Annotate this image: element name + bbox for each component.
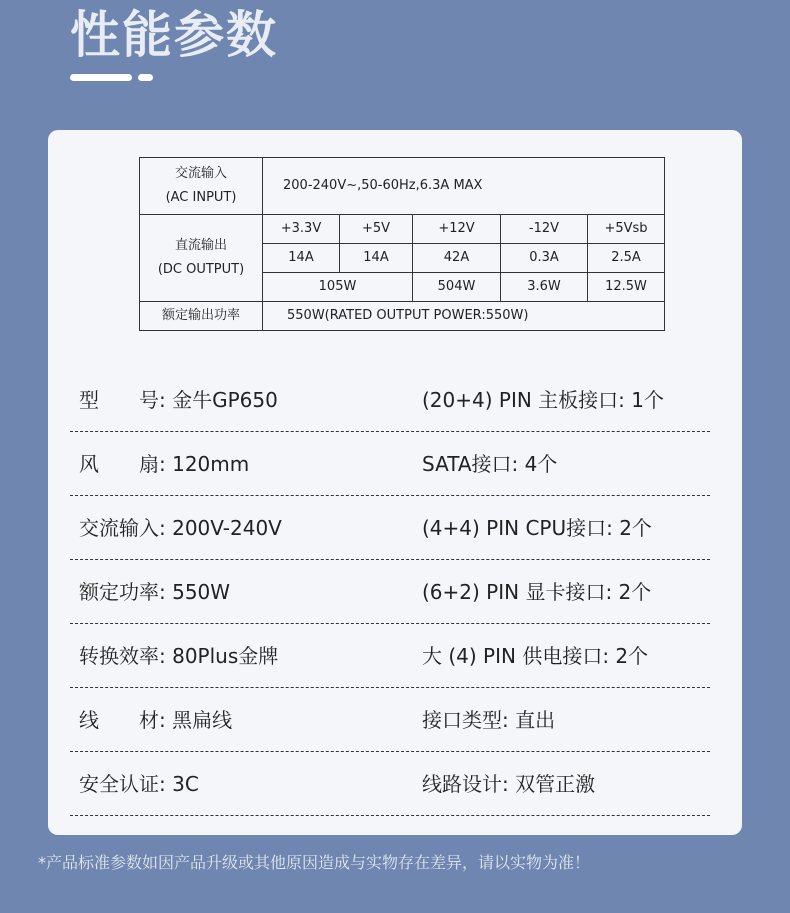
- rail-cell: +5V: [340, 215, 413, 244]
- spec-card: [48, 130, 742, 835]
- rail-cell: +12V: [413, 215, 501, 244]
- dc-output-label: [140, 215, 263, 302]
- current-cell: 0.3A: [501, 244, 588, 273]
- rail-cell: -12V: [501, 215, 588, 244]
- rail-cell: +3.3V: [263, 215, 340, 244]
- spec-row: [70, 559, 710, 624]
- spec-row: [70, 687, 710, 752]
- spec-molex-connector: 大 (4) PIN 供电接口: 2个: [422, 644, 649, 668]
- spec-row: [70, 623, 710, 688]
- title-underline: [70, 74, 132, 81]
- current-cell: 14A: [263, 244, 340, 273]
- power-cell: 105W: [263, 273, 413, 302]
- spec-rated-power: 额定功率: 550W: [79, 580, 231, 604]
- spec-row: [70, 367, 710, 432]
- spec-cable: 线 材: 黑扁线: [79, 708, 233, 732]
- rated-power-value: 550W(RATED OUTPUT POWER:550W): [263, 302, 665, 331]
- spec-certification: 安全认证: 3C: [79, 772, 199, 796]
- current-cell: 14A: [340, 244, 413, 273]
- spec-row: [70, 495, 710, 560]
- spec-connector-type: 接口类型: 直出: [422, 708, 556, 732]
- spec-sata-connector: SATA接口: 4个: [422, 452, 558, 476]
- title-underline-accent: [138, 74, 153, 81]
- power-cell: 504W: [413, 273, 501, 302]
- current-cell: 42A: [413, 244, 501, 273]
- spec-circuit-design: 线路设计: 双管正激: [422, 772, 596, 796]
- spec-efficiency: 转换效率: 80Plus金牌: [79, 644, 279, 668]
- rated-power-row: [140, 302, 665, 331]
- dc-output-label-cn: 直流输出: [174, 238, 227, 253]
- spec-model: 型 号: 金牛GP650: [79, 388, 278, 412]
- spec-row: [70, 751, 710, 816]
- ac-input-value: 200-240V~,50-60Hz,6.3A MAX: [263, 158, 665, 215]
- ac-input-label: [140, 158, 263, 215]
- dc-output-label-en: (DC OUTPUT): [157, 262, 245, 277]
- ac-input-label-en: (AC INPUT): [165, 190, 237, 205]
- ac-input-row: [140, 158, 665, 215]
- ac-input-label-cn: 交流输入: [174, 166, 227, 181]
- spec-gpu-connector: (6+2) PIN 显卡接口: 2个: [422, 580, 652, 604]
- spec-mainboard-connector: (20+4) PIN 主板接口: 1个: [422, 388, 664, 412]
- spec-row: [70, 431, 710, 496]
- footnote: *产品标准参数如因产品升级或其他原因造成与实物存在差异，请以实物为准！: [38, 853, 591, 872]
- page-title: 性能参数: [70, 6, 278, 64]
- power-spec-table: [139, 157, 665, 331]
- power-cell: 3.6W: [501, 273, 588, 302]
- power-cell: 12.5W: [588, 273, 665, 302]
- rail-cell: +5Vsb: [588, 215, 665, 244]
- spec-fan: 风 扇: 120mm: [79, 452, 250, 476]
- current-cell: 2.5A: [588, 244, 665, 273]
- spec-ac-input: 交流输入: 200V-240V: [79, 516, 282, 540]
- spec-cpu-connector: (4+4) PIN CPU接口: 2个: [422, 516, 652, 540]
- dc-rail-row: [140, 215, 665, 244]
- rated-power-label: 额定输出功率: [140, 302, 263, 331]
